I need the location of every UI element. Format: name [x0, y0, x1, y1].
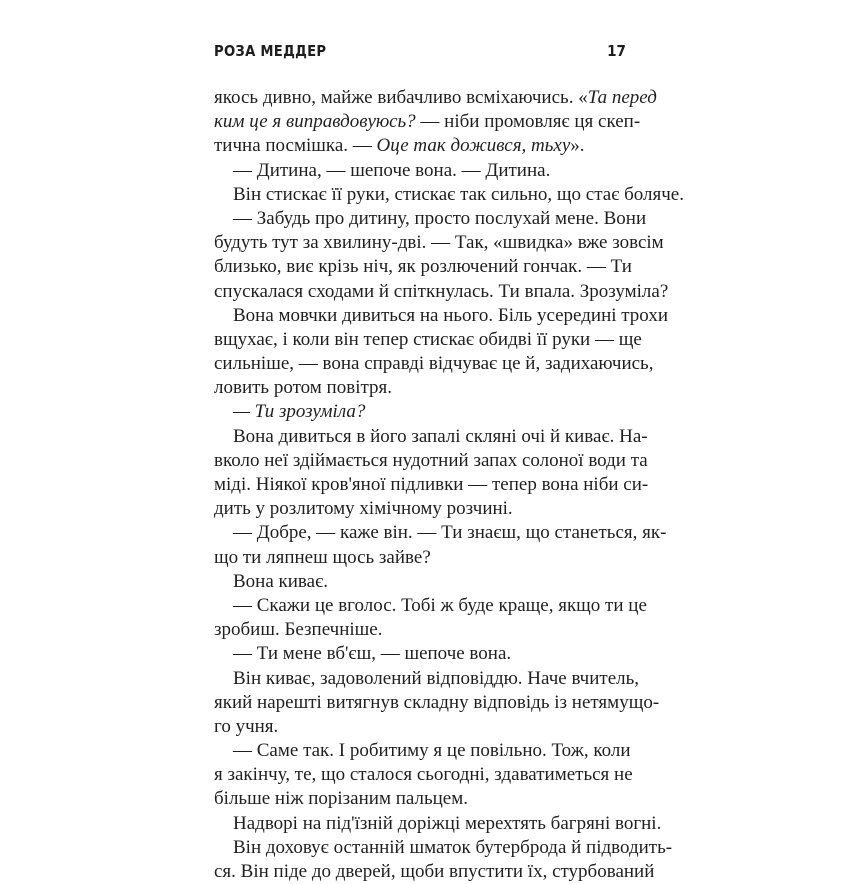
- body-text: [214, 86, 684, 884]
- text-line: Вона киває.: [233, 570, 328, 592]
- text-line: — Забудь про дитину, просто послухай мене. Вони: [233, 207, 647, 229]
- text-line: Вона дивиться в його запалі скляні очі й киває. На-: [233, 425, 648, 447]
- text-line: ся. Він піде до дверей, щоби впустити їх, стурбований: [214, 861, 655, 882]
- running-head-author: РОЗА МЕДДЕР: [214, 42, 327, 60]
- text-line: Він стискає її руки, стискає так сильно, що стає боляче.: [233, 183, 684, 205]
- text-line: сильніше, — вона справді відчуває це й, задихаючись,: [214, 353, 654, 375]
- page-header: [214, 42, 626, 66]
- text-line: близько, виє крізь ніч, як розлючений гончак. — Ти: [214, 256, 632, 278]
- text-line: спускалася сходами й спіткнулась. Ти впала. Зрозуміла?: [214, 280, 669, 302]
- text-line: Він доховує останній шматок бутерброда й підводить-: [233, 836, 673, 858]
- text-line: вщухає, і коли він тепер стискає обидві її руки — ще: [214, 328, 642, 350]
- text-line: дить у розлитому хімічному розчині.: [214, 498, 513, 520]
- text-line: ким це я виправдовуюсь? — ніби промовляє ця скеп-: [214, 111, 641, 133]
- text-line: ловить ротом повітря.: [214, 377, 392, 399]
- text-line: — Добре, — каже він. — Ти знаєш, що станеться, як-: [233, 522, 667, 544]
- text-line: якось дивно, майже вибачливо всміхаючись. «Та перед: [214, 87, 657, 108]
- text-line: Вона мовчки дивиться на нього. Біль усередині трохи: [233, 304, 668, 326]
- text-line: — Скажи це вголос. Тобі ж буде краще, якщо ти це: [233, 594, 647, 616]
- text-line: — Дитина, — шепоче вона. — Дитина.: [233, 159, 551, 181]
- text-line: Він киває, задоволений відповіддю. Наче вчитель,: [233, 667, 640, 689]
- text-line: го учня.: [214, 715, 279, 737]
- text-line: який нарешті витягнув складну відповідь із нетямущо-: [214, 691, 660, 713]
- text-line: — Ти зрозуміла?: [233, 401, 366, 423]
- text-line: міді. Ніякої кров'яної підливки — тепер вона ніби си-: [214, 474, 649, 495]
- text-line: більше ніж порізаним пальцем.: [214, 788, 469, 810]
- text-line: будуть тут за хвилину-дві. — Так, «швидка» вже зовсім: [214, 232, 664, 254]
- text-line: — Ти мене вб'єш, — шепоче вона.: [233, 643, 512, 665]
- text-line: вколо неї здіймається нудотний запах солоної води та: [214, 449, 648, 471]
- text-line: зробиш. Безпечніше.: [214, 619, 383, 641]
- page-number: 17: [607, 42, 626, 60]
- text-line: я закінчу, те, що сталося сьогодні, здаватиметься не: [214, 764, 633, 786]
- text-line: — Саме так. І робитиму я це повільно. Тож, коли: [233, 740, 631, 762]
- text-line: тична посмішка. — Оце так дожився, тьху».: [214, 135, 585, 157]
- text-line: Надворі на під'їзній доріжці мерехтять багряні вогні.: [233, 812, 662, 834]
- text-line: що ти ляпнеш щось зайве?: [214, 546, 431, 568]
